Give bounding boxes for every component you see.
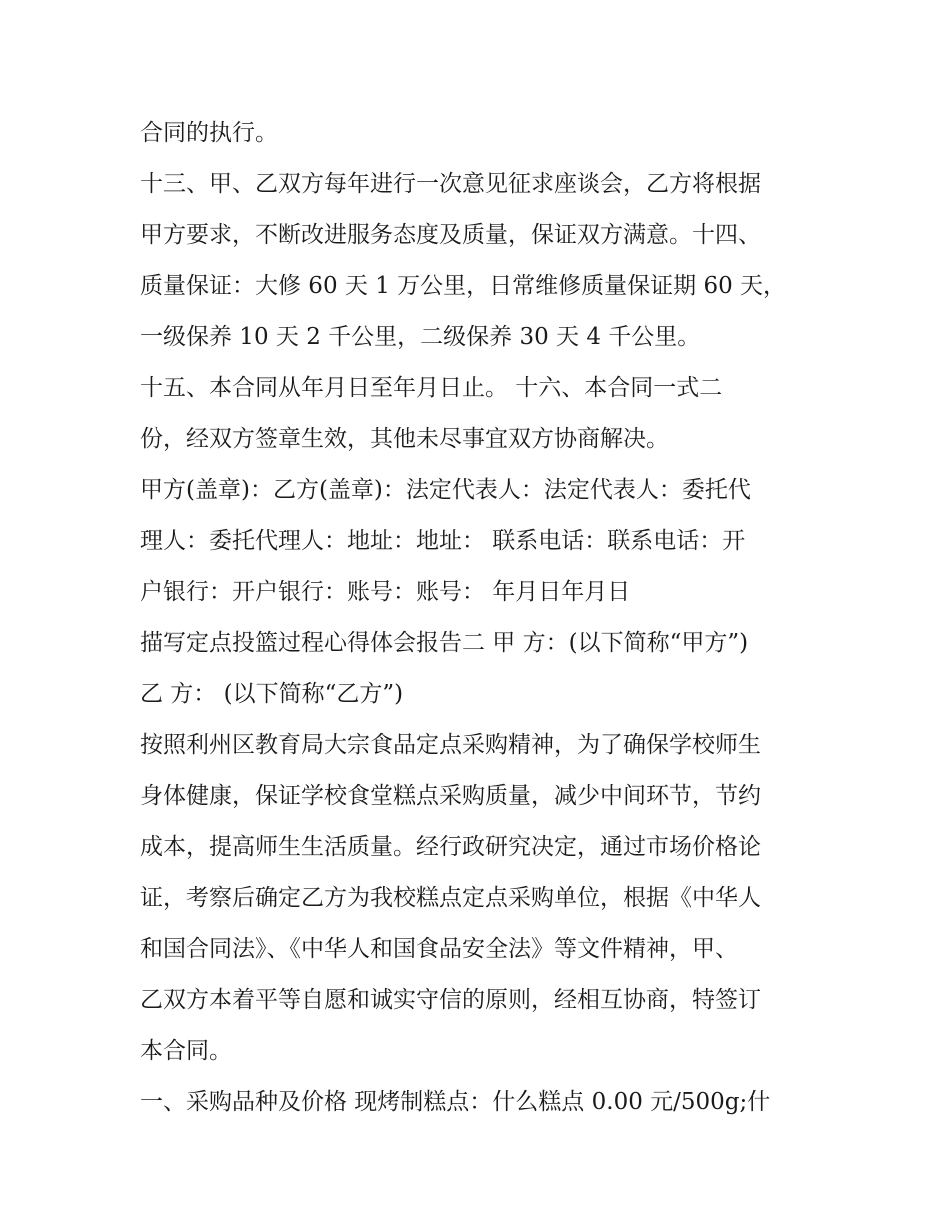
- text-line: 份，经双方签章生效，其他未尽事宜双方协商解决。: [140, 426, 669, 452]
- text-line: 成本，提高师生生活质量。经行政研究决定，通过市场价格论: [140, 834, 761, 860]
- text-line: 和国合同法》、《中华人和国食品安全法》等文件精神，甲、: [140, 936, 738, 962]
- text-line: 乙双方本着平等自愿和诚实守信的原则，经相互协商，特签订: [140, 987, 761, 1013]
- text-line: 一级保养 10 天 2 千公里，二级保养 30 天 4 千公里。: [140, 324, 701, 350]
- text-line: 按照利州区教育局大宗食品定点采购精神，为了确保学校师生: [140, 732, 761, 758]
- text-line: 甲方(盖章)：乙方(盖章)：法定代表人：法定代表人：委托代: [140, 477, 751, 503]
- text-line: 乙 方： (以下简称“乙方”): [140, 681, 404, 707]
- document-body: [140, 108, 830, 1128]
- text-line: 十五、本合同从年月日至年月日止。 十六、本合同一式二: [140, 375, 723, 401]
- text-line: 证，考察后确定乙方为我校糕点定点采购单位，根据《中华人: [140, 885, 761, 911]
- text-line: 本合同。: [140, 1038, 232, 1064]
- text-line: 十三、甲、乙双方每年进行一次意见征求座谈会，乙方将根据: [140, 171, 761, 197]
- text-line: 户银行：开户银行：账号：账号： 年月日年月日: [140, 579, 631, 605]
- text-line: 质量保证：大修 60 天 1 万公里，日常维修质量保证期 60 天，: [140, 273, 787, 299]
- text-line: 描写定点投篮过程心得体会报告二 甲 方：(以下简称“甲方”): [140, 630, 749, 656]
- text-line: 合同的执行。: [140, 120, 278, 146]
- text-line: 理人：委托代理人：地址：地址： 联系电话：联系电话：开: [140, 528, 746, 554]
- text-line: 一、采购品种及价格 现烤制糕点：什么糕点 0.00 元/500g;什: [140, 1089, 771, 1115]
- text-line: 甲方要求，不断改进服务态度及质量，保证双方满意。十四、: [140, 222, 761, 248]
- text-line: 身体健康，保证学校食堂糕点采购质量，减少中间环节，节约: [140, 783, 761, 809]
